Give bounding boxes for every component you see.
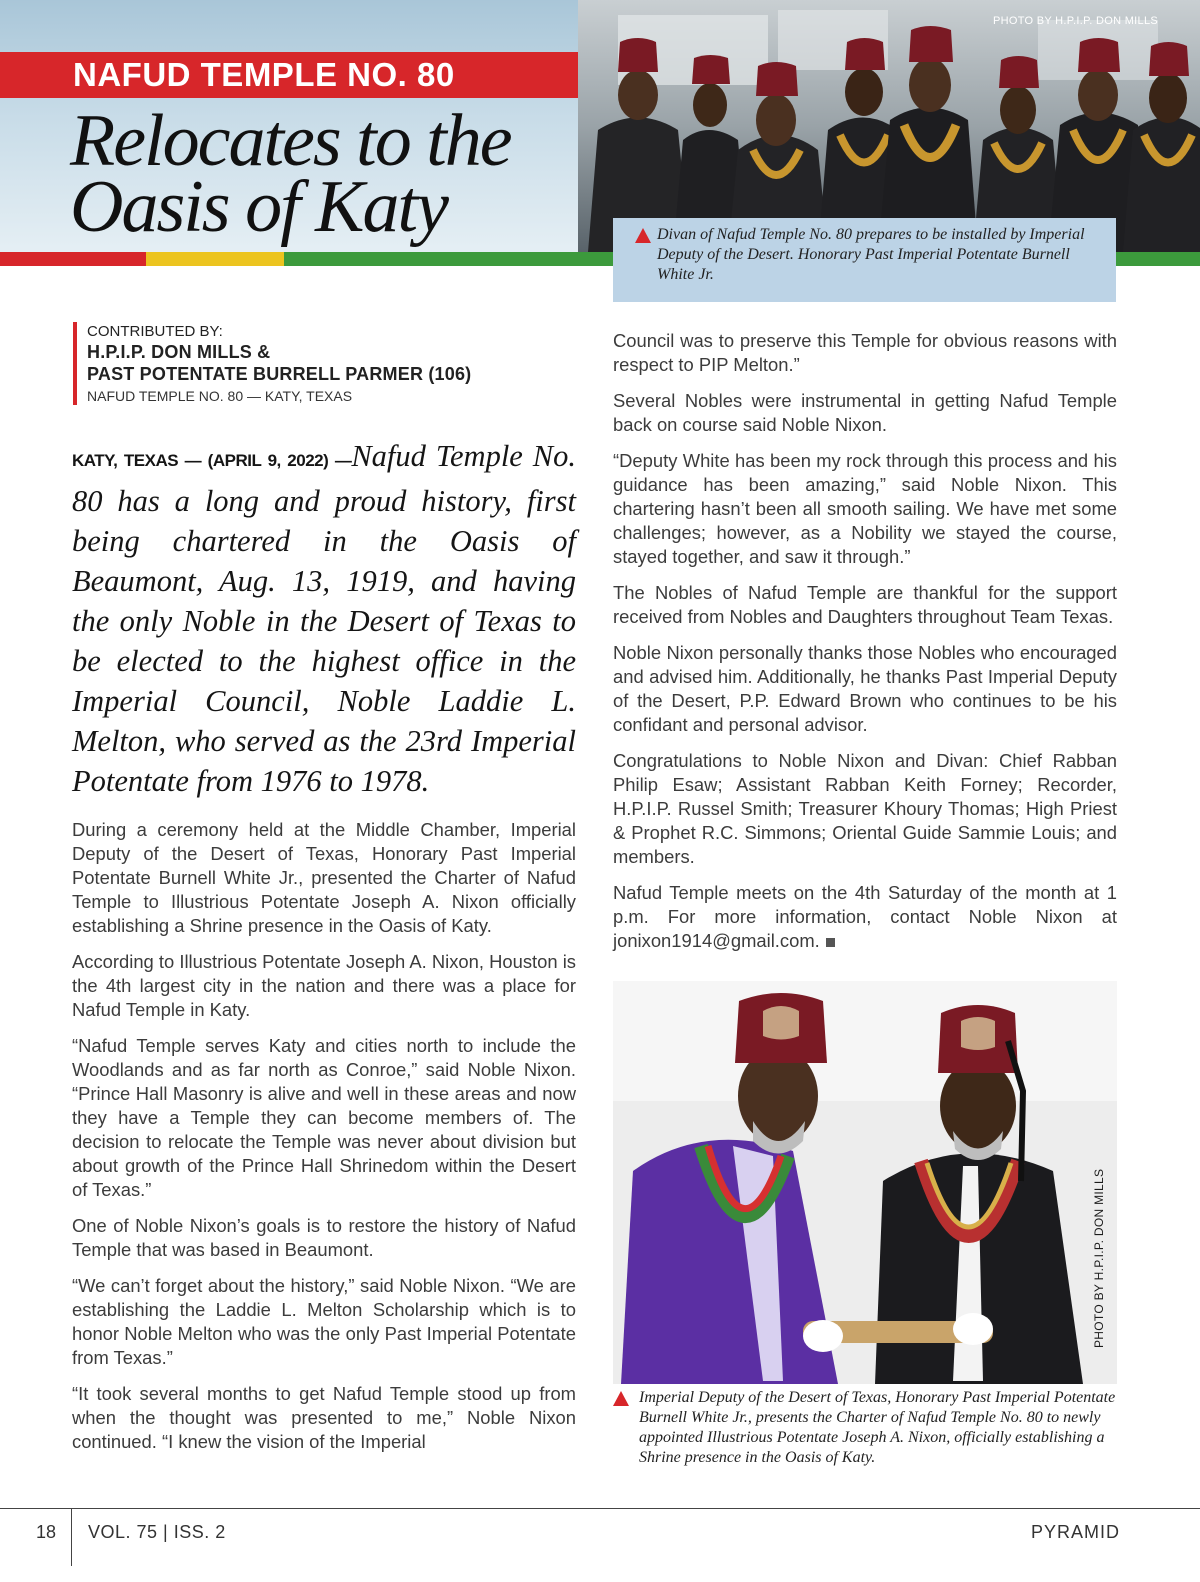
glove-left <box>803 1320 843 1352</box>
divan-group-photo <box>578 0 1200 252</box>
charter-presentation-illustration <box>613 981 1117 1384</box>
top-caption-text: Divan of Nafud Temple No. 80 prepares to be installed by Imperial Deputy of the Desert. Honorary Past Imperial Potentate Burnell White Jr. <box>657 226 1085 283</box>
contributor-block <box>73 322 577 405</box>
volume-issue: VOL. 75 | ISS. 2 <box>88 1522 226 1542</box>
body-column-left <box>72 818 576 1466</box>
body-paragraph: “Deputy White has been my rock through this process and his guidance has been amazing,” said Noble Nixon. This chartering hasn’t been all smooth sailing. We have met some challenges; however, as a Nobility we stayed the course, stayed together, and saw it through.” <box>613 450 1117 567</box>
top-photo-credit: PHOTO BY H.P.I.P. DON MILLS <box>992 15 1158 27</box>
body-paragraph: During a ceremony held at the Middle Chamber, Imperial Deputy of the Desert of Texas, Honorary Past Imperial Potentate Burnell White Jr., presented the Charter of Nafud Temple to Illustrious Potentate Joseph A. Nixon officially establishing a Shrine presence in the Oasis of Katy. <box>72 819 576 936</box>
body-paragraph-last <box>613 881 1117 953</box>
bottom-photo-caption <box>613 1388 1118 1468</box>
magazine-name: PYRAMID <box>1030 1522 1120 1542</box>
top-photo-caption <box>613 218 1116 302</box>
closing-text: Nafud Temple meets on the 4th Saturday of the month at 1 p.m. For more information, contact Noble Nixon at jonixon1914@gmail.com. <box>613 882 1117 951</box>
body-paragraph: “Nafud Temple serves Katy and cities north to include the Woodlands and as far north as Conroe,” said Noble Nixon. “Prince Hall Masonry is alive and well in these areas and now they have a Temple they can become members of. The decision to relocate the Temple was never about division but about growth of the Prince Hall Shrinedom within the Desert of Texas.” <box>72 1035 576 1200</box>
footer-rule <box>0 1508 1200 1509</box>
lede-text: Nafud Temple No. 80 has a long and proud history, first being chartered in the Oasis of Beaumont, Aug. 13, 1919, and having the only Noble in the Desert of Texas to be elected to the highest office in the Imperial Council, Noble Laddie L. Melton, who served as the 23rd Imperial Potentate from 1976 to 1978. <box>72 439 576 798</box>
body-paragraph: According to Illustrious Potentate Joseph A. Nixon, Houston is the 4th largest city in the nation and there was a place for Nafud Temple in Katy. <box>72 951 576 1020</box>
body-paragraph: “It took several months to get Nafud Temple stood up from when the thought was presented to me,” Noble Nixon continued. “I knew the vision of the Imperial <box>72 1383 576 1452</box>
body-paragraph: “We can’t forget about the history,” said Noble Nixon. “We are establishing the Laddie L. Melton Scholarship which is to honor Noble Melton who was the only Past Imperial Potentate from Texas.” <box>72 1275 576 1368</box>
color-bar-yellow <box>146 252 284 266</box>
bottom-photo-credit: PHOTO BY H.P.I.P. DON MILLS <box>1092 1168 1106 1348</box>
body-paragraph: The Nobles of Nafud Temple are thankful for the support received from Nobles and Daughters throughout Team Texas. <box>613 582 1117 627</box>
contributor-location: NAFUD TEMPLE NO. 80 — KATY, TEXAS <box>87 388 353 404</box>
contributor-name-2: PAST POTENTATE BURRELL PARMER (106) <box>87 364 472 384</box>
body-paragraph: One of Noble Nixon’s goals is to restore the history of Nafud Temple that was based in Beaumont. <box>72 1215 576 1260</box>
article-kicker: NAFUD TEMPLE NO. 80 <box>73 56 455 93</box>
contributor-name-1: H.P.I.P. DON MILLS & <box>87 342 271 362</box>
article-headline <box>70 100 575 248</box>
body-paragraph: Congratulations to Noble Nixon and Divan: Chief Rabban Philip Esaw; Assistant Rabban Keith Forney; Recorder, H.P.I.P. Russel Smith; Treasurer Khoury Thomas; High Priest & Prophet R.C. Simmons; Oriental Guide Sammie Louis; and members. <box>613 750 1117 867</box>
body-paragraph: Noble Nixon personally thanks those Nobles who encouraged and advised him. Additionally, he thanks Past Imperial Deputy of the Desert, P.P. Edward Brown who continues to be his confidant and personal advisor. <box>613 642 1117 735</box>
body-column-right <box>613 329 1117 965</box>
body-paragraph: Several Nobles were instrumental in getting Nafud Temple back on course said Noble Nixon. <box>613 390 1117 435</box>
footer-divider <box>71 1508 72 1566</box>
page-number: 18 <box>36 1522 57 1542</box>
article-lede <box>72 436 576 801</box>
caption-triangle-icon <box>613 1391 629 1406</box>
headline-line-1: Relocates to the <box>70 100 511 182</box>
headline-line-2: Oasis of Katy <box>70 166 447 248</box>
divan-group-illustration <box>578 0 1200 252</box>
contributed-by-label: CONTRIBUTED BY: <box>87 323 223 340</box>
bottom-caption-text: Imperial Deputy of the Desert of Texas, Honorary Past Imperial Potentate Burnell White Jr., presents the Charter of Nafud Temple No. 80 to newly appointed Illustrious Potentate Joseph A. Nixon, officially establishing a Shrine presence in the Oasis of Katy. <box>639 1389 1116 1466</box>
body-paragraph: Council was to preserve this Temple for obvious reasons with respect to PIP Melton.” <box>613 330 1117 375</box>
glove-right <box>953 1313 993 1345</box>
end-mark-icon <box>826 938 835 947</box>
charter-presentation-photo <box>613 981 1117 1384</box>
caption-triangle-icon <box>635 228 651 243</box>
dateline: KATY, TEXAS — (APRIL 9, 2022) — <box>72 451 352 470</box>
color-bar-red <box>0 252 146 266</box>
